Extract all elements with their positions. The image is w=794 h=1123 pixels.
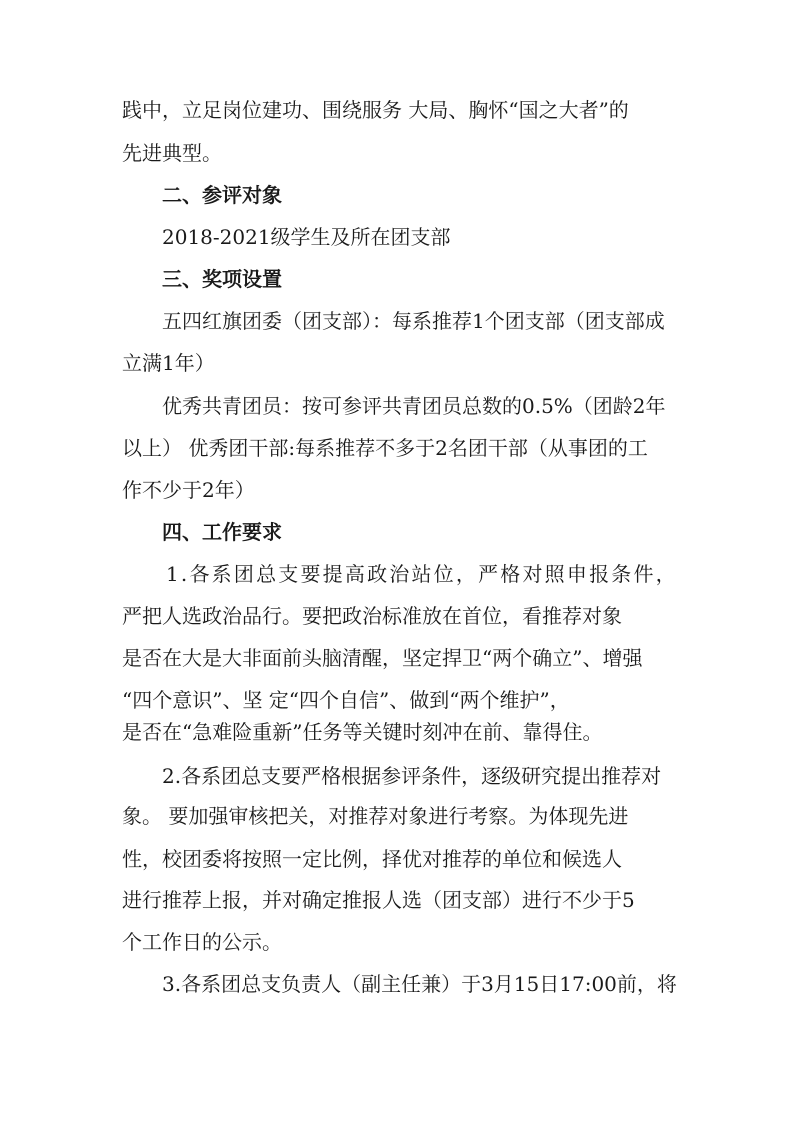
body-text-line: 是否在大是大非面前头脑清醒，坚定捍卫“两个确立”、增强 — [122, 646, 643, 670]
body-text-line: 1.各系团总支要提高政治站位，严格对照申报条件， — [166, 562, 678, 586]
body-text-line: 作不少于2年） — [122, 478, 255, 502]
body-text-line: 优秀共青团员：按可参评共青团员总数的0.5%（团龄2年 — [162, 394, 666, 418]
body-text-line: 个工作日的公示。 — [122, 930, 282, 954]
body-text-line: 立满1年） — [122, 351, 215, 375]
section-heading-participants: 二、参评对象 — [162, 183, 282, 207]
body-text-line: 以上） 优秀团干部:每系推荐不多于2名团干部（从事团的工 — [122, 436, 648, 460]
section-heading-awards: 三、奖项设置 — [162, 267, 282, 291]
body-text-line: 是否在“急难险重新”任务等关键时刻冲在前、靠得住。 — [122, 720, 603, 744]
body-text-line: 先进典型。 — [122, 141, 222, 165]
body-text-line: 2.各系团总支要严格根据参评条件，逐级研究提出推荐对 — [162, 764, 662, 788]
body-text-line: 五四红旗团委（团支部）：每系推荐1个团支部（团支部成 — [162, 309, 665, 333]
section-heading-requirements: 四、工作要求 — [162, 520, 282, 544]
body-text-line: 性，校团委将按照一定比例，择优对推荐的单位和候选人 — [122, 847, 622, 871]
body-text-line: 进行推荐上报，并对确定推报人选（团支部）进行不少于5 — [122, 888, 635, 912]
body-text-line: “四个意识”、坚 定“四个自信”、做到“两个维护”， — [122, 688, 570, 712]
body-text-line: 2018-2021级学生及所在团支部 — [162, 225, 451, 249]
body-text-line: 严把人选政治品行。要把政治标准放在首位，看推荐对象 — [122, 604, 622, 628]
body-text-line: 践中，立足岗位建功、围绕服务 大局、胸怀“国之大者”的 — [122, 98, 629, 122]
body-text-line: 象。 要加强审核把关，对推荐对象进行考察。为体现先进 — [122, 804, 629, 828]
body-text-line: 3.各系团总支负责人（副主任兼）于3月15日17:00前，将 — [162, 972, 677, 996]
